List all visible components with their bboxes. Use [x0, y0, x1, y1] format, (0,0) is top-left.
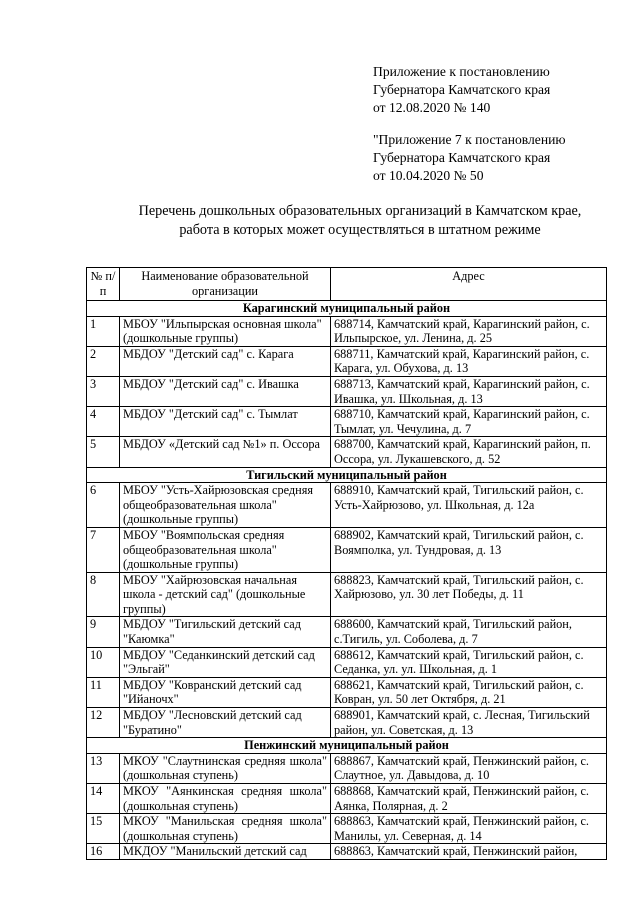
- organization-name: МБДОУ "Лесновский детский сад "Буратино": [120, 708, 331, 738]
- address: 688868, Камчатский край, Пенжинский район, с. Аянка, Полярная, д. 2: [331, 784, 607, 814]
- table-row: [87, 407, 607, 437]
- address: 688902, Камчатский край, Тигильский район, с. Воямполка, ул. Тундровая, д. 13: [331, 527, 607, 572]
- header-line: Приложение к постановлению: [373, 64, 550, 79]
- organization-name: МБДОУ "Детский сад" с. Карага: [120, 346, 331, 376]
- column-header-number: № п/п: [87, 268, 120, 301]
- row-number: 13: [87, 753, 120, 783]
- organization-name: МКОУ "Аянкинская средняя школа" (дошкольная ступень): [120, 784, 331, 814]
- organization-name: МБДОУ «Детский сад №1» п. Оссора: [120, 437, 331, 467]
- address: 688713, Камчатский край, Карагинский район, с. Ивашка, ул. Школьная, д. 13: [331, 376, 607, 406]
- address: 688910, Камчатский край, Тигильский район, с. Усть-Хайрюзово, ул. Школьная, д. 12а: [331, 483, 607, 528]
- column-header-address: Адрес: [331, 268, 607, 301]
- organization-name: МБОУ "Воямпольская средняя общеобразовательная школа" (дошкольные группы): [120, 527, 331, 572]
- column-header-organization: Наименование образовательной организации: [120, 268, 331, 301]
- organization-name: МБДОУ "Тигильский детский сад "Каюмка": [120, 617, 331, 647]
- row-number: 14: [87, 784, 120, 814]
- organization-name: МБДОУ "Детский сад" с. Ивашка: [120, 376, 331, 406]
- address: 688863, Камчатский край, Пенжинский район,: [331, 844, 607, 860]
- row-number: 9: [87, 617, 120, 647]
- table-row: [87, 844, 607, 860]
- row-number: 7: [87, 527, 120, 572]
- address: 688714, Камчатский край, Карагинский район, с. Ильпырское, ул. Ленина, д. 25: [331, 316, 607, 346]
- organization-name: МБОУ "Хайрюзовская начальная школа - детский сад" (дошкольные группы): [120, 572, 331, 617]
- table-row: [87, 527, 607, 572]
- table-row: [87, 784, 607, 814]
- row-number: 3: [87, 376, 120, 406]
- address: 688863, Камчатский край, Пенжинский район, с. Манилы, ул. Северная, д. 14: [331, 814, 607, 844]
- row-number: 12: [87, 708, 120, 738]
- table-row: [87, 677, 607, 707]
- address: 688700, Камчатский край, Карагинский район, п. Оссора, ул. Лукашевского, д. 52: [331, 437, 607, 467]
- row-number: 5: [87, 437, 120, 467]
- row-number: 4: [87, 407, 120, 437]
- header-line: "Приложение 7 к постановлению: [373, 132, 566, 147]
- header-line: Губернатора Камчатского края: [373, 150, 551, 165]
- row-number: 8: [87, 572, 120, 617]
- row-number: 11: [87, 677, 120, 707]
- row-number: 16: [87, 844, 120, 860]
- organization-name: МБОУ "Ильпырская основная школа" (дошкольные группы): [120, 316, 331, 346]
- title-line: Перечень дошкольных образовательных организаций в Камчатском крае,: [138, 203, 582, 219]
- header-line: Губернатора Камчатского края: [373, 82, 551, 97]
- table-row: [87, 346, 607, 376]
- address: 688867, Камчатский край, Пенжинский район, с. Слаутное, ул. Давыдова, д. 10: [331, 753, 607, 783]
- table-row: [87, 753, 607, 783]
- header-line: от 10.04.2020 № 50: [373, 168, 484, 183]
- table-header-row: [87, 268, 607, 301]
- section-row: [87, 301, 607, 317]
- table-row: [87, 708, 607, 738]
- address: 688823, Камчатский край, Тигильский район, с. Хайрюзово, ул. 30 лет Победы, д. 11: [331, 572, 607, 617]
- address: 688612, Камчатский край, Тигильский район, с. Седанка, ул. ул. Школьная, д. 1: [331, 647, 607, 677]
- original-appendix-header: [373, 131, 633, 185]
- section-title: Пенжинский муниципальный район: [87, 738, 607, 754]
- row-number: 1: [87, 316, 120, 346]
- row-number: 15: [87, 814, 120, 844]
- section-row: [87, 738, 607, 754]
- table-row: [87, 483, 607, 528]
- organization-name: МБОУ "Усть-Хайрюзовская средняя общеобразовательная школа" (дошкольные группы): [120, 483, 331, 528]
- table-row: [87, 814, 607, 844]
- table-row: [87, 437, 607, 467]
- header-line: от 12.08.2020 № 140: [373, 100, 491, 115]
- table-row: [87, 572, 607, 617]
- section-row: [87, 467, 607, 483]
- organization-name: МКДОУ "Манильский детский сад: [120, 844, 331, 860]
- section-title: Карагинский муниципальный район: [87, 301, 607, 317]
- organization-name: МКОУ "Манильская средняя школа" (дошкольная ступень): [120, 814, 331, 844]
- organization-name: МБДОУ "Седанкинский детский сад "Эльгай": [120, 647, 331, 677]
- section-title: Тигильский муниципальный район: [87, 467, 607, 483]
- document-title: [100, 202, 620, 240]
- title-line: работа в которых может осуществляться в штатном режиме: [179, 222, 541, 238]
- address: 688621, Камчатский край, Тигильский район, с. Ковран, ул. 50 лет Октября, д. 21: [331, 677, 607, 707]
- address: 688710, Камчатский край, Карагинский район, с. Тымлат, ул. Чечулина, д. 7: [331, 407, 607, 437]
- organization-name: МБДОУ "Ковранский детский сад "Ийаночх": [120, 677, 331, 707]
- row-number: 2: [87, 346, 120, 376]
- table-row: [87, 376, 607, 406]
- address: 688901, Камчатский край, с. Лесная, Тигильский район, ул. Советская, д. 13: [331, 708, 607, 738]
- table-row: [87, 647, 607, 677]
- organizations-table: [86, 267, 607, 860]
- table-row: [87, 316, 607, 346]
- table-row: [87, 617, 607, 647]
- organization-name: МБДОУ "Детский сад" с. Тымлат: [120, 407, 331, 437]
- organization-name: МКОУ "Слаутнинская средняя школа" (дошкольная ступень): [120, 753, 331, 783]
- row-number: 10: [87, 647, 120, 677]
- address: 688711, Камчатский край, Карагинский район, с. Карага, ул. Обухова, д. 13: [331, 346, 607, 376]
- row-number: 6: [87, 483, 120, 528]
- appendix-header: [373, 63, 633, 117]
- address: 688600, Камчатский край, Тигильский район, с.Тигиль, ул. Соболева, д. 7: [331, 617, 607, 647]
